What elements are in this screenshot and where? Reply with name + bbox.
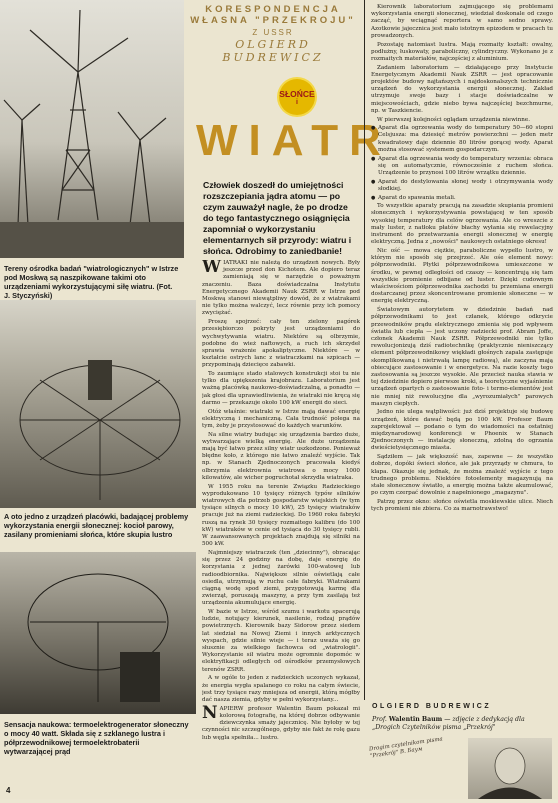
paragraph: Kierownik laboratorium zajmującego się problemami wykorzystania energii słonecznej, wiedział doskonale od czego zacząć, by wciągnąć reportera w samo sedno sprawy. Azotkowie jajecznica jest mało istotnym epizodem w pracach tu prowadzonych. <box>371 4 553 39</box>
paragraph: Na silne wiatry budując się urządzenia bardzo duże, wytwarzające wielką energię. Ale duże urządzenia mają być łatwo przez silny wiatr uszkodzone. Ponieważ błędne koło, z którego nie łatwo znaleźć wyjście. Tak np. w Stanach Zjednoczonych pracowała kiedyś olbrzymia elektrownia wiatrowa o mocy 1000 kilowatów, ale wicher pogruchotał skrzydła wiatraka. <box>202 431 360 481</box>
article-lead: Człowiek doszedł do umiejętności rozszczepiania jądra atomu — po czym zauważył nagle, że po drodze do tego fantastycznego osiągnięcia zapomniał o wykorzystaniu elementarnych sił przyrody: wiatru i słońca. Odrobimy to zaniedbanie! <box>203 180 352 256</box>
paragraph: Światowym autorytetem w dziedzinie badań nad półprzewodnikami to jest człanek, którego odkrycie przewodników prądu elektrycznego zmienia się pod wpływem światła lub ciepła — jest uczony radziecki prof. Abram Joffe, członek Akademii Nauk ZSRR. Półprzewodniki nie tylko rewolucjonizują dziś radiotechnikę (praktycznie nieniszczący element półprzewodnikowy więkładi głośnych zapala zastępuje skomplikowaną i nietrwałą lampę radiową), ale zaczyna mają obiecujące zastosowanie i w energetyce. Na razie koszty tego zastosowania są jeszcze wysokie. Ale przecież nauka stawia w tej dziedzinie dopiero pierwsze kroki, a teoretyczne wyjaśnienie urządzeń opartych o zastosowanie foto- i termo-elementów jest nie mniej niż rewolucyjne dla „wyrozumiałych" parowych maszyn ciepłych. <box>371 307 553 407</box>
photo-dedication <box>372 716 552 731</box>
paragraph: Proszę spojrzeć: cały ten zielony pagórek przesiębiorczo pokryty jest urządzeniami do wychwytywania wiatru. Niektóre są olbrzymie, podobne do wież naftowych, a ruch ich skrzydeł sprawia wrażenie apokaliptyczne. Niektóre — w kształcie ostrych lanc z wiatraczkami na szpicach — przypominają dziecięce zabawki. <box>202 319 360 369</box>
paragraph: Jedno nie ulega wątpliwości: już dziś projektuje się budowę urządzeń, które dawać będą po 100 kW. Profesor Baum zaprojektował — podano o tym do wiadomości na ostatniej międzynarodowej konferencji w Phoenix w Stanach Zjednoczonych — instalację słoneczną, zdolną do ogrzania dwieścietysięcznego miasta. <box>371 409 553 452</box>
article-header <box>187 4 359 64</box>
badge-word-sun: SŁOŃCE <box>279 89 315 99</box>
generator-illustration <box>0 552 196 714</box>
portrait-illustration <box>468 738 552 799</box>
dedication-prefix: Prof. <box>372 716 387 723</box>
paragraph: IATRAKI nie należą do urządzeń nowych. Były jeszcze przed don Kichotem. Ale dopiero teraz zamieniają się w narzędzie o poważnym znaczeniu. Baza doświadczalna Instytutu Energetycznego Akademii Nauk ZSRR w Istrze pod Moskwą stanowi niewątpliwy dowód, że z wiatrakami nie tylko można walczyć, lecz równie przy ich pomocy zwyciężać. <box>202 260 360 317</box>
sun-badge-icon <box>279 79 315 115</box>
paragraph: Nic ość — mowa ciężkie, paraboliczne wypełlo lustro, w którym nie sposób się przejrzeć. Ale ośe element nowy: półprzewodniki. Płytki półprzewodnikowa umieszczone w środku, w pewnej odległości od czaszy — koncentrują się tam wszystkie promienie odbijane od luster. Dzięki cudownym właściwościom półprzewodnika zachodzi tu przemiana energii dostarczanej przez skoncentrowane promienie słoneczne — w energię elektryczną. <box>371 248 553 305</box>
column-divider <box>364 0 365 700</box>
dropcap-n: N <box>202 702 218 723</box>
text-column-1 <box>202 260 360 796</box>
article-byline: OLGIERD BUDREWICZ <box>372 703 492 710</box>
article-title: WIATR <box>196 116 392 165</box>
paragraph: Zadaniem laboratorium — działającego przy Instytucie Energetycznym Akademii Nauk ZSRR — jest opracowanie projektów budowy najtańszych i najdoskonalszych technicznie urządzeń do wykorzystania energii słonecznej. Zakład utrzymuje swoje bazy i stacje doświadczalne w miejscowościach, gdzie niebo bywa najczęściej bezchmurne, np. w Taszkiencie. <box>371 64 553 114</box>
wind-turbine-illustration <box>0 0 184 258</box>
handwritten-signature: Drogim czytelnikom pisma "Przekrój" В. Баум <box>368 736 444 760</box>
caption-solar-boiler: A oto jedno z urządzeń placówki, badającej problemy wykorzystania energii słonecznej: kocioł parowy, zasilany promieniami słońca, które skupia lustro <box>4 512 189 539</box>
apparatus-item: ● Aparat dla ogrzewania wody do temperatury wrzenia: obraca się on automatycznie, równocześnie z ruchem słońca. Urządzenie to przynosi 100 litrów wrzątku dziennie. <box>371 156 553 178</box>
apparatus-item: ● Aparat dla ogrzewania wody do temperatury 50—60 stopni Celsjusza: ma dziesięć metrów powierzchni — jeden metr kwadratowy daje dziennie 80 litrów gorącej wody. Aparat można stosować systemem gospodarczym. <box>371 125 553 154</box>
apparatus-item: ● Aparat do destylowania słonej wody i otrzymywania wody słodkiej. <box>371 179 553 193</box>
paragraph: A w ogóle to jeden z radzieckich uczonych wykazał, że energia wygła spalanego co roku na całym świecie, jest trzy tysiące razy mniejsza od energii, którą mógłby dać nasza ziemia, gdyby w pełni wykorzystany... <box>202 675 360 703</box>
paragraph: Pozostaję natomiast lustra. Mają rozmaity kształt: owalny, podłużny, łuskowaty, paraboliczny, cylindryczny. Wykonano je z rozmaitych materiałów, najczęściej z aluminium. <box>371 41 553 62</box>
dedication-text: — zdjęcie z dedykacją dla „Drogich Czytelników pisma „Przekrój" <box>372 716 525 731</box>
caption-thermoelectric-generator: Sensacja naukowa: termoelektrogenerator słoneczny o mocy 40 watt. Składa się z szklanego lustra i półprzewodnikowej termoelektrobaterii wytwarzającej prąd <box>4 720 189 756</box>
page-number: 4 <box>6 786 11 795</box>
badge-word-and: i <box>296 99 298 106</box>
apparatus-item: ● Aparat do spawania metali. <box>371 195 553 202</box>
header-author: OLGIERD BUDREWICZ <box>222 38 324 64</box>
paragraph: Sądziłem — jak większość nas, zapewne — że wszystko dobrze, dopóki świeci słońce, ale jak przyrządy w chmura, to klapa. Okazuje się jednak, że można znaleźć wyjście z tego trudnego problemu. Niektóre fotoelementy magazynują na stałe słonecznow światło, a energię można także akumulować, po czym czerpać dowolnie z napełnionego „magazynu". <box>371 454 553 497</box>
paragraph: Otóż właśnie: wiatraki w Istrze mają dawać energię elektryczną i mechaniczną. Cała trudność polega na tym, żeby je przystosować do każdych warunków. <box>202 408 360 429</box>
paragraph: Najmniejszy wiatraczek (ten „dziecinny"), obracając się przez 24 godziny na dobę, daje energię do korzystania z jednej żarówki 100-watowej lub radioodbiornika. Największe silnie oświetlają całe osiedla, utrzymują w ruchu całe fabryki. Wiatrakami ciągną wodę spod ziemi, przygotowują karmę dla zwierząt, poruszają maszyny, a przy tym zasilają też urządzenia akumulujące energię. <box>202 549 360 607</box>
photo-wind-turbines <box>0 0 184 258</box>
paragraph: W pierwszej kolejności oglądam urządzenia niewinne. <box>377 116 530 123</box>
header-correspondence: KORESPONDENCJA <box>205 4 341 15</box>
header-own: WŁASNA "PRZEKROJU" <box>190 15 356 26</box>
text-column-2 <box>371 4 553 698</box>
header-from: Z USSR <box>252 28 294 37</box>
solar-boiler-illustration <box>0 300 196 508</box>
portrait-photo <box>468 738 552 799</box>
paragraph: To zaumiące stado stalowych konstrukcji stoi tu nie tylko dla upiększenia krajobrazu. Laboratorium jest ważną placówką naukowo-doświadczalną, a ponadto — jak głosi dla uprawiedliwienia, że wiatraki nie kręcą się darmo — przekazuje około 100 kW energii do sieci. <box>202 371 360 406</box>
paragraph: Patrzę przez okno: słońce oświetla moskiewskie ulice. Niech tych promieni nie zbiera. Co za marnotrawstwo! <box>371 498 553 513</box>
photo-solar-boiler <box>0 300 196 508</box>
dedication-name: Walentin Baum <box>388 716 443 723</box>
caption-wind-turbines: Tereny ośrodka badań "wiatrologicznych" w Istrze pod Moskwą są naszpikowane takimi oto urządzeniami wykorzystującymi siłę wiatru. (Fot. J. Styczyński) <box>4 264 179 300</box>
photo-thermoelectric-generator <box>0 552 196 714</box>
paragraph: APIERW profesor Walentin Baum pokazał mi kolorową fotografię, na której dobrze odbywanie dziewczynka smaży jajecznicę. Nie byłoby w tej czynności nic szczególnego, gdyby nie fakt że rolę gazu lub węgla spełniła... lustro. <box>202 705 360 741</box>
paragraph: To wszystkie aparaty pracują na zasadzie skupiania promieni słonecznych i wykorzystywania powstającej w ten sposób wysokiej temperatury dla celów ogrzewania. Ale co wreszcie z mały luster, z natłoku płatów błachy wyłania się rewelacyjny instrument do przetwarzania energii słonecznej w energię elektryczną. Jedna z „nowości" naukowych ostatniego okresu! <box>371 203 553 246</box>
paragraph: W 1955 roku na terenie Związku Radzieckiego wyprodukowano 10 tysięcy różnych typów silników wiatrowych dla potrzeb gospodarstw wiejskich (w tym tysiące silnych o mocy 10 kW), 25 tysięcy wiatraków pracuje już na ziemi radzieckiej. Do 1960 roku fabryki ruszą na rynek 30 tysięcy rozmaitego kalibru (do 100 kW) wiatraków w cenie od tysiąca do 30 tysięcy rubli. W zaawansowanych projektach znajdują się silniki na 500 kW. <box>202 483 360 548</box>
paragraph: W bazie w Istrze, wśród szumu i warkotu spacerują ludzie, notujący kierunek, nasilenie, rodzaj prądów powietrznych. Kierownik bazy Sidorow przez siedem lat siedział na Nowej Ziemi i innych arktycznych wyspach, gdzie silnie wieje — i teraz uważa się go słusznie za wielkiego fachowca od „wiatrologii". Wykorzystanie sił wiatru może ogromnie dopomóc w elektryfikacji odległych od ośrodków przemysłowych terenów ZSRR. <box>202 609 360 673</box>
dropcap-w: W <box>202 260 222 277</box>
